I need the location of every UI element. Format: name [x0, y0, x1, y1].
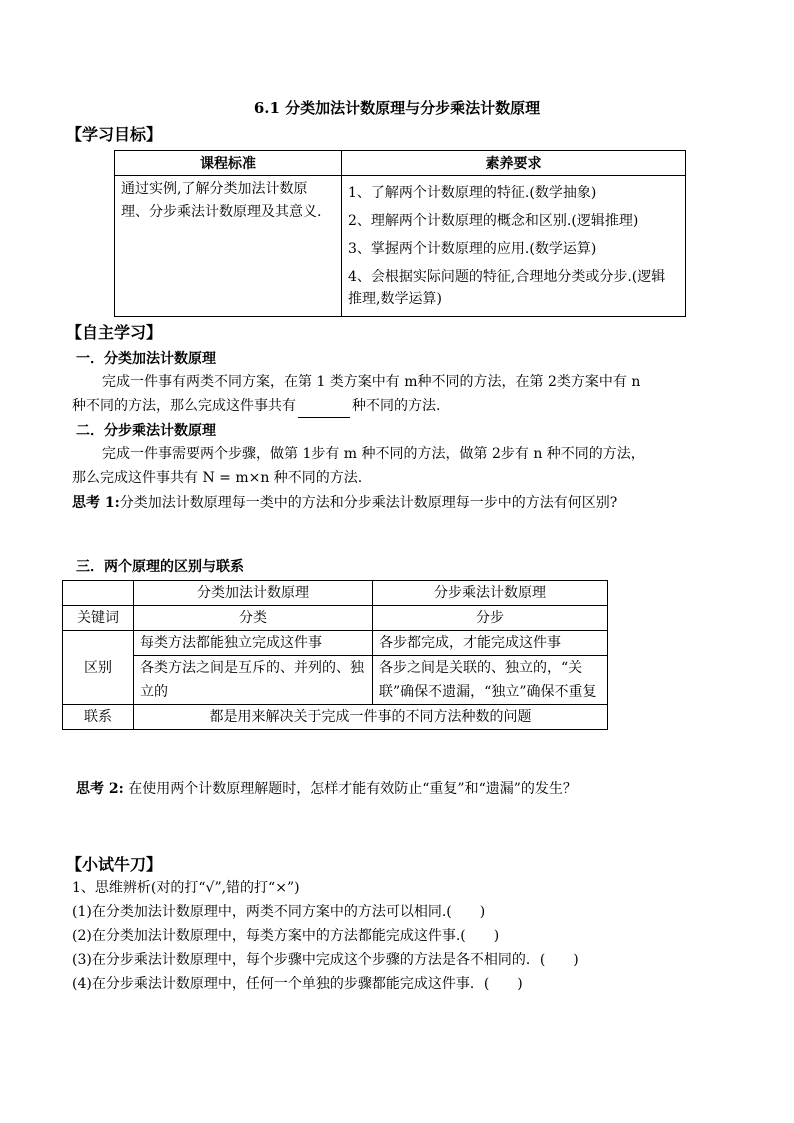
standard-text: 通过实例,了解分类加法计数原理、分步乘法计数原理及其意义. — [115, 176, 342, 317]
objectives-heading: 【学习目标】 — [66, 125, 163, 144]
section-3-title: 三．两个原理的区别与联系 — [76, 559, 244, 575]
row-keyword-label: 关键词 — [63, 606, 134, 631]
row-link-label: 联系 — [63, 705, 134, 730]
row-diff-label: 区别 — [63, 631, 134, 705]
think-1-label: 思考 1: — [72, 495, 120, 511]
section-1-title: 一．分类加法计数原理 — [76, 351, 216, 367]
keyword-add: 分类 — [134, 606, 373, 631]
think-1-text: 分类加法计数原理每一类中的方法和分步乘法计数原理每一步中的方法有何区别? — [119, 495, 618, 511]
section-2-line-1: 完成一件事需要两个步骤，做第 1步有 m 种不同的方法，做第 2步有 n 种不同的方法， — [102, 446, 645, 462]
objectives-table — [114, 150, 686, 317]
practice-item: (3)在分步乘法计数原理中，每个步骤中完成这个步骤的方法是各不相同的．( ) — [72, 952, 579, 968]
section-1-line-1: 完成一件事有两类不同方案，在第 1 类方案中有 m种不同的方法，在第 2类方案中有 n — [102, 374, 641, 390]
practice-heading: 【小试牛刀】 — [66, 855, 163, 874]
section-1-line-2 — [72, 394, 440, 418]
literacy-list — [342, 176, 686, 317]
col-standard-header: 课程标准 — [115, 151, 342, 176]
col-mul-header: 分步乘法计数原理 — [373, 581, 608, 606]
col-add-header: 分类加法计数原理 — [134, 581, 373, 606]
line-2-end: 种不同的方法. — [352, 398, 441, 414]
practice-item: (4)在分步乘法计数原理中，任何一个单独的步骤都能完成这件事．( ) — [72, 976, 523, 992]
literacy-item: 2、理解两个计数原理的概念和区别.(逻辑推理) — [348, 213, 639, 229]
keyword-mul: 分步 — [373, 606, 608, 631]
practice-item: (2)在分类加法计数原理中，每类方案中的方法都能完成这件事.( ) — [72, 928, 500, 944]
diff-1-add: 每类方法都能独立完成这件事 — [134, 631, 373, 656]
link-text: 都是用来解决关于完成一件事的不同方法种数的问题 — [134, 705, 608, 730]
literacy-item: 3、掌握两个计数原理的应用.(数学运算) — [348, 241, 597, 257]
section-2-line-2: 那么完成这件事共有 N = m×n 种不同的方法. — [72, 470, 363, 486]
practice-item: (1)在分类加法计数原理中，两类不同方案中的方法可以相同.( ) — [72, 904, 486, 920]
literacy-item: 4、会根据实际问题的特征,合理地分类或分步.(逻辑推理,数学运算) — [348, 269, 666, 307]
diff-2-mul: 各步之间是关联的、独立的，“关联”确保不遗漏，“独立”确保不重复 — [373, 656, 608, 705]
practice-intro: 1、思维辨析(对的打“√”,错的打“×”) — [72, 880, 300, 896]
line-2-start: 种不同的方法，那么完成这件事共有 — [72, 398, 296, 414]
self-study-heading: 【自主学习】 — [66, 323, 163, 342]
diff-1-mul: 各步都完成，才能完成这件事 — [373, 631, 608, 656]
section-2-title: 二．分步乘法计数原理 — [76, 423, 216, 439]
compare-table — [62, 580, 608, 730]
page-title: 6.1 分类加法计数原理与分步乘法计数原理 — [253, 99, 541, 117]
literacy-item: 1、了解两个计数原理的特征.(数学抽象) — [348, 185, 597, 201]
col-literacy-header: 素养要求 — [342, 151, 686, 176]
answer-blank — [298, 403, 350, 418]
think-2-label: 思考 2: — [76, 781, 124, 797]
think-1 — [72, 492, 617, 512]
think-2 — [76, 778, 577, 798]
think-2-text: 在使用两个计数原理解题时，怎样才能有效防止“重复”和“遗漏”的发生？ — [128, 781, 577, 797]
diff-2-add: 各类方法之间是互斥的、并列的、独立的 — [134, 656, 373, 705]
corner-cell — [63, 581, 134, 606]
